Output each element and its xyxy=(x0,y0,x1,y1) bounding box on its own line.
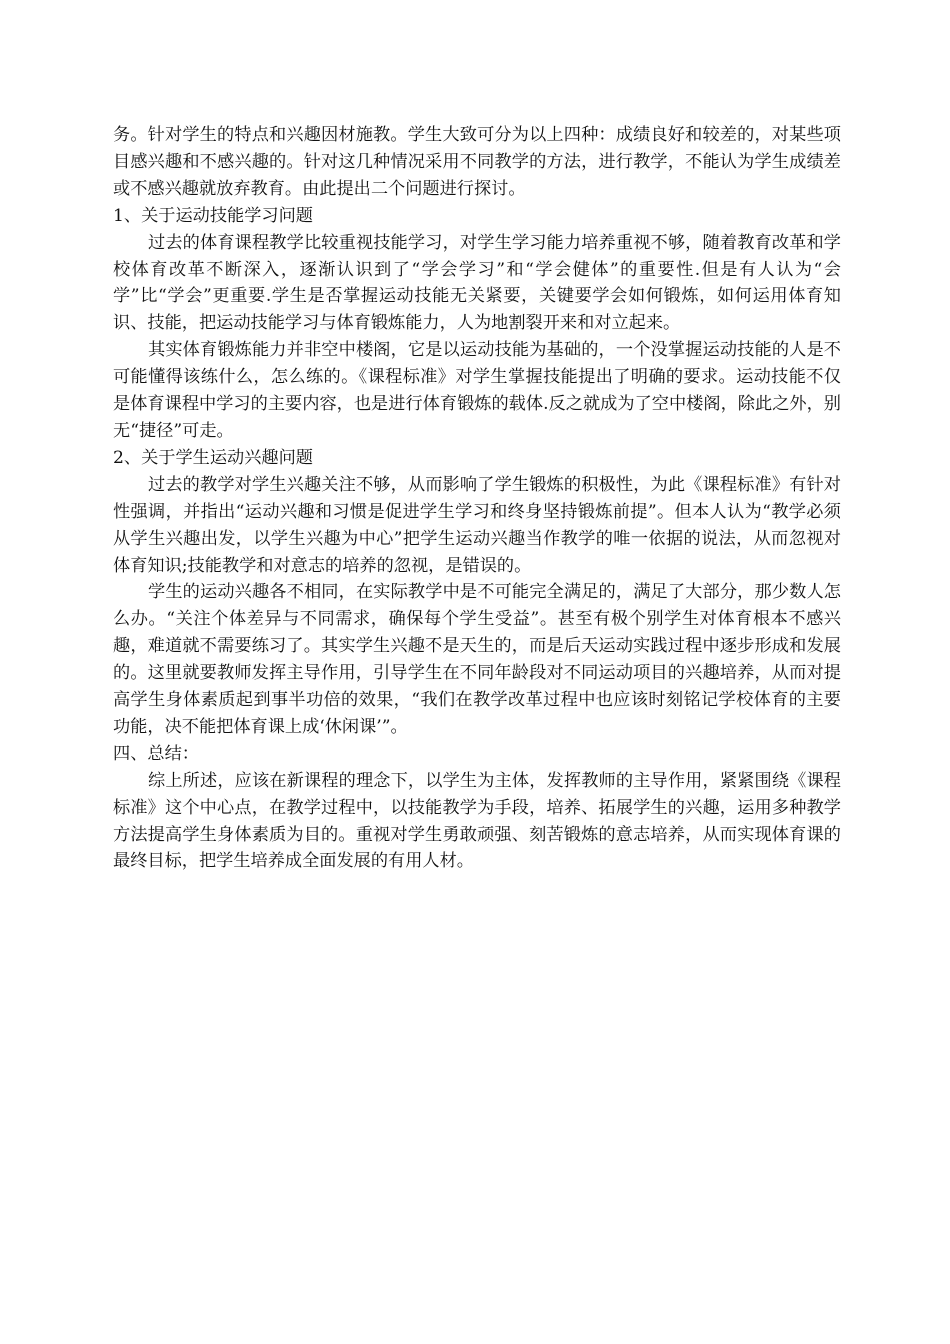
document-page xyxy=(113,122,841,875)
section-heading-summary: 四、总结： xyxy=(113,743,199,764)
paragraph-interest-past: 过去的教学对学生兴趣关注不够，从而影响了学生锻炼的积极性，为此《课程标准》有针对性强调，并指出“运动兴趣和习惯是促进学生学习和终身坚持锻炼前提”。但本人认为“教学必须从学生兴趣出发，以学生兴趣为中心”把学生运动兴趣当作教学的唯一依据的说法，从而忽视对体育知识;技能教学和对意志的培养的忽视，是错误的。 xyxy=(113,474,841,576)
paragraph-skill-learning-foundation: 其实体育锻炼能力并非空中楼阁，它是以运动技能为基础的，一个没掌握运动技能的人是不可能懂得该练什么，怎么练的。《课程标准》对学生掌握技能提出了明确的要求。运动技能不仅是体育课程中学习的主要内容，也是进行体育锻炼的载体.反之就成为了空中楼阁，除此之外，别无“捷径”可走。 xyxy=(113,340,841,441)
paragraph-interest-differences: 学生的运动兴趣各不相同，在实际教学中是不可能完全满足的，满足了大部分，那少数人怎么办。“关注个体差异与不同需求，确保每个学生受益”。甚至有极个别学生对体育根本不感兴趣，难道就不需要练习了。其实学生兴趣不是天生的，而是后天运动实践过程中逐步形成和发展的。这里就要教师发挥主导作用，引导学生在不同年龄段对不同运动项目的兴趣培养，从而对提高学生身体素质起到事半功倍的效果，“我们在教学改革过程中也应该时刻铭记学校体育的主要功能，决不能把体育课上成‘休闲课’”。 xyxy=(113,582,841,737)
paragraph-summary: 综上所述，应该在新课程的理念下，以学生为主体，发挥教师的主导作用，紧紧围绕《课程标准》这个中心点，在教学过程中，以技能教学为手段，培养、拓展学生的兴趣，运用多种教学方法提高学生身体素质为目的。重视对学生勇敢顽强、刻苦锻炼的意志培养，从而实现体育课的最终目标，把学生培养成全面发展的有用人材。 xyxy=(113,770,841,872)
paragraph-skill-learning-past: 过去的体育课程教学比较重视技能学习，对学生学习能力培养重视不够，随着教育改革和学校体育改革不断深入，逐渐认识到了“学会学习”和“学会健体”的重要性.但是有人认为“会学”比“学会”更重要.学生是否掌握运动技能无关紧要，关键要学会如何锻炼，如何运用体育知识、技能，把运动技能学习与体育锻炼能力，人为地割裂开来和对立起来。 xyxy=(113,232,841,334)
paragraph-continuation: 务。针对学生的特点和兴趣因材施教。学生大致可分为以上四种：成绩良好和较差的，对某些项目感兴趣和不感兴趣的。针对这几种情况采用不同教学的方法，进行教学，不能认为学生成绩差或不感兴趣就放弃教育。由此提出二个问题进行探讨。 xyxy=(113,125,841,199)
section-heading-student-interest: 2、关于学生运动兴趣问题 xyxy=(113,447,313,468)
section-heading-skill-learning: 1、关于运动技能学习问题 xyxy=(113,205,313,226)
